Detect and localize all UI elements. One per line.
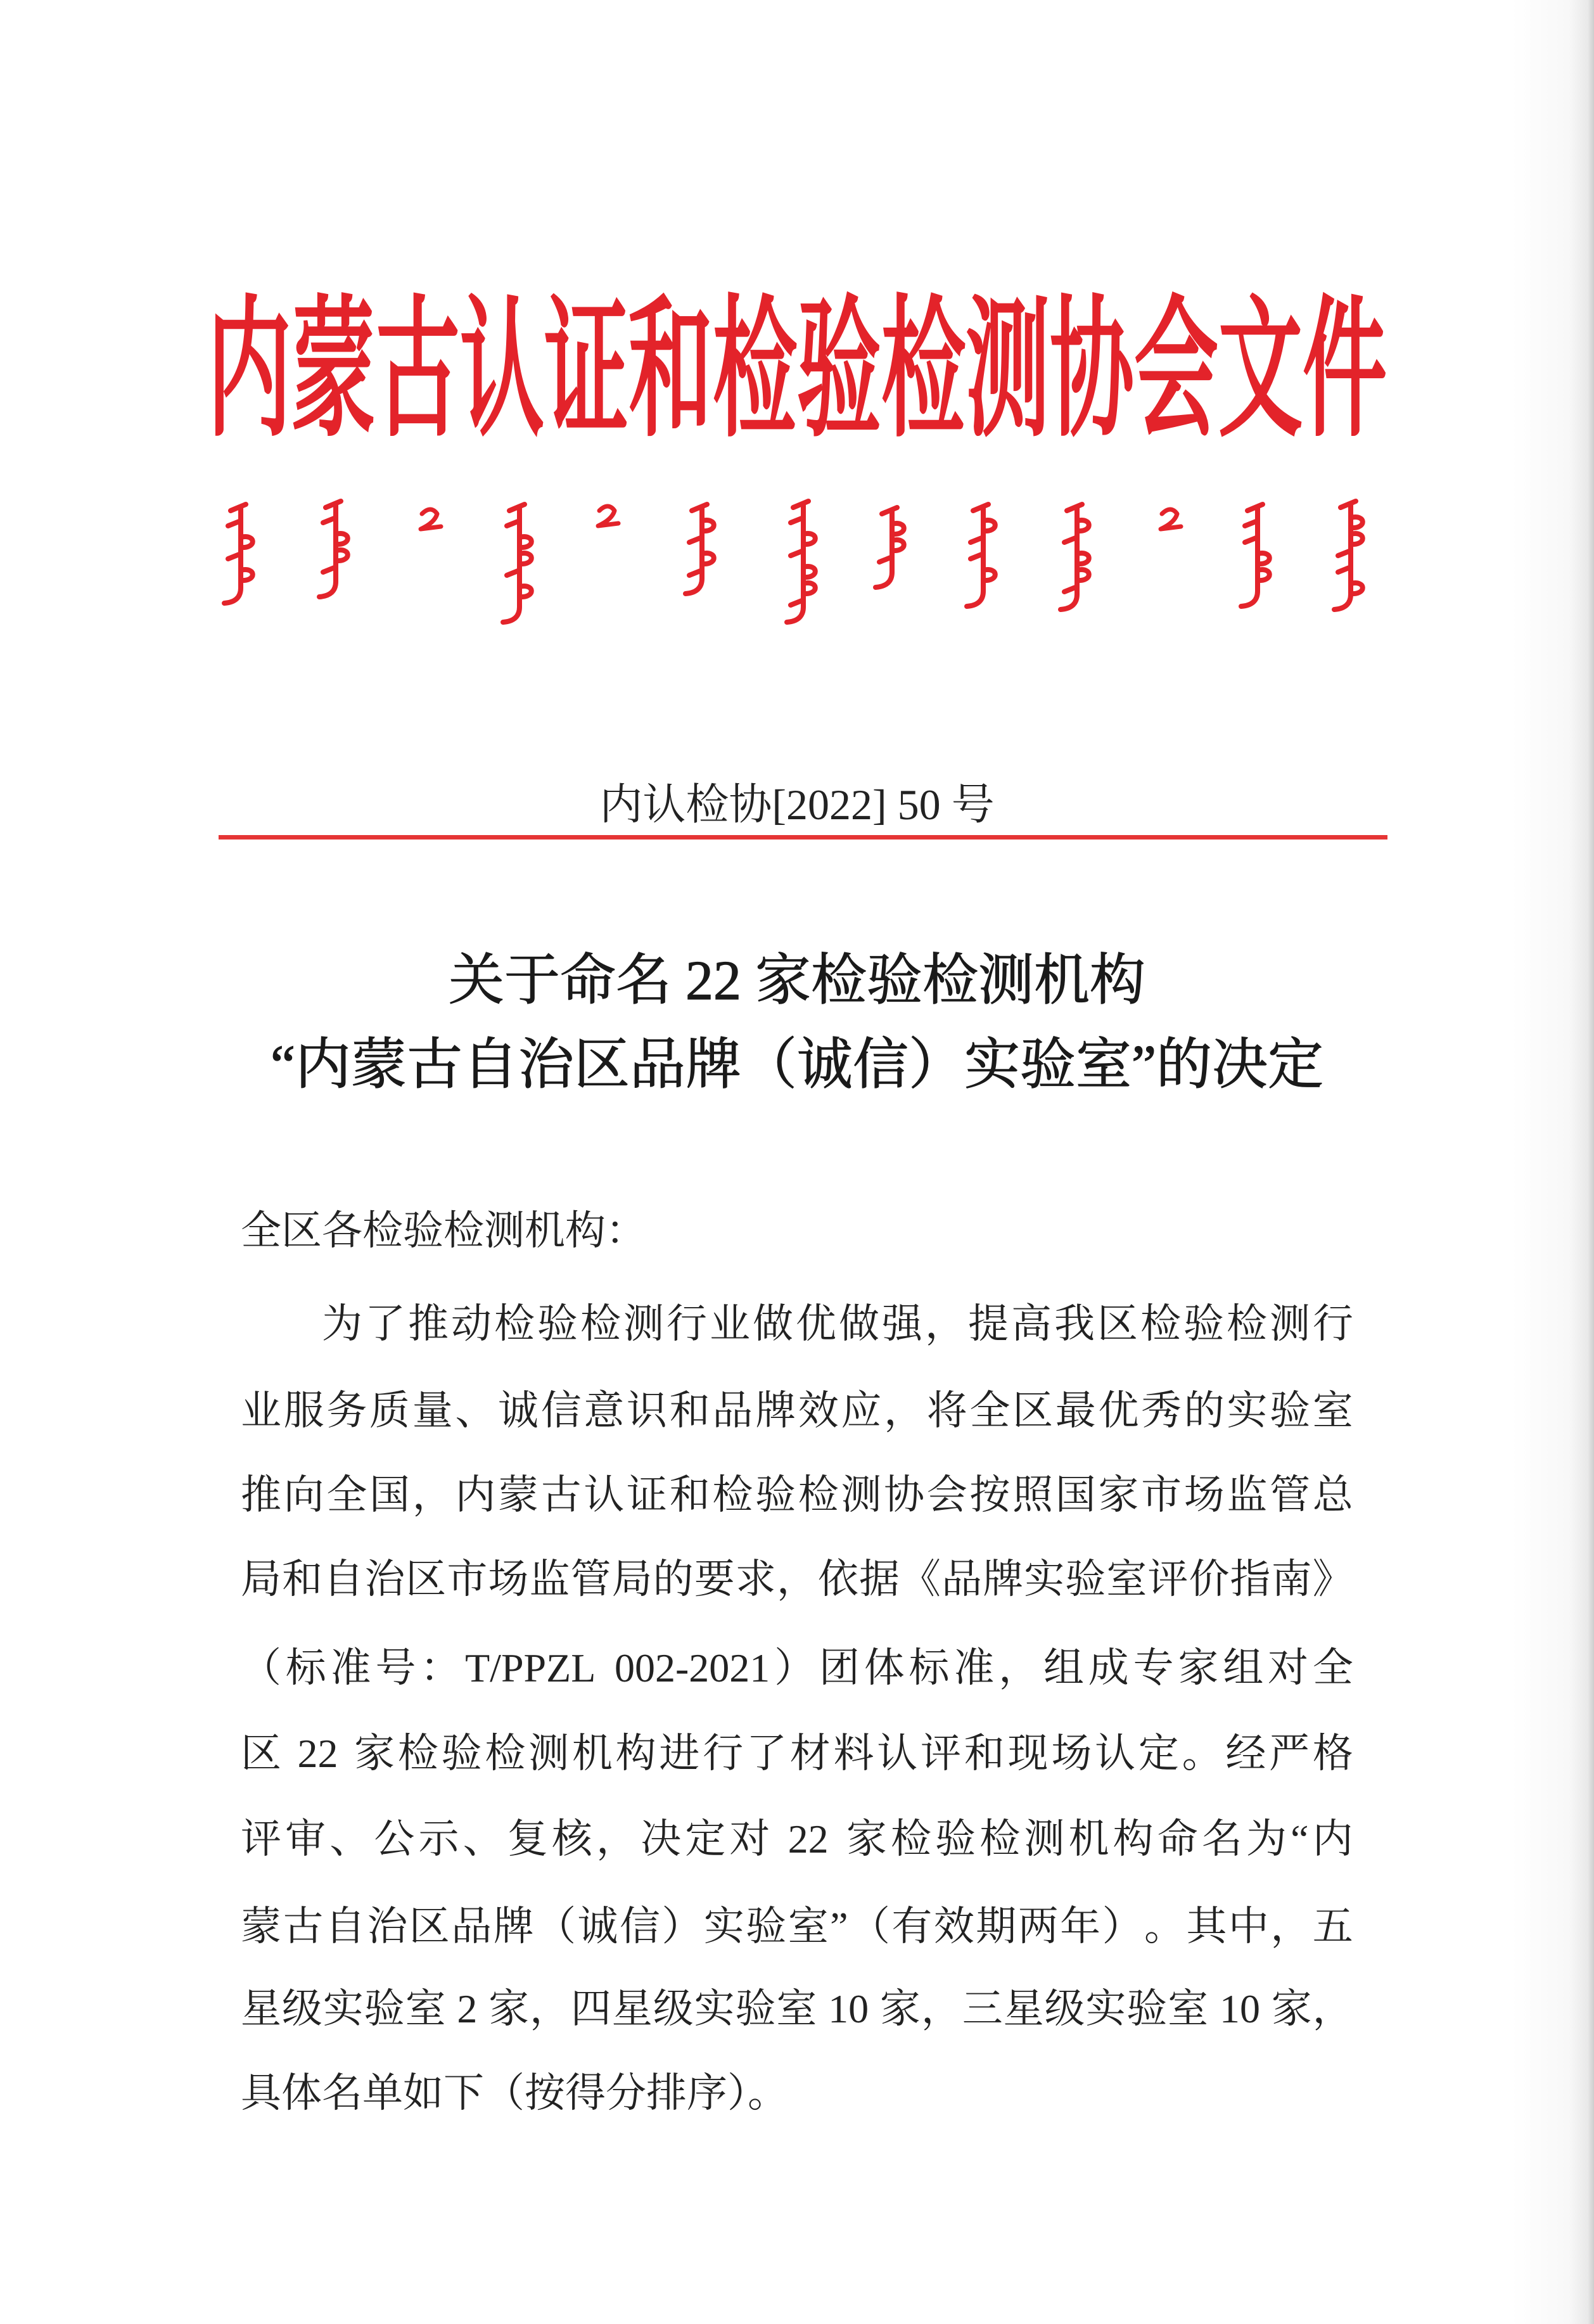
text-glyph: （ — [849, 1904, 890, 1949]
text-glyph: 了 — [365, 1301, 405, 1346]
text-glyph: 室 — [1168, 1986, 1209, 2031]
mongolian-glyph — [224, 504, 253, 603]
text-glyph: 名 — [1201, 1816, 1242, 1861]
text-glyph: 测 — [1270, 1301, 1310, 1346]
text-glyph: 信 — [540, 1388, 582, 1433]
text-glyph: 牌 — [755, 1388, 796, 1433]
text-glyph: 核 — [551, 1816, 592, 1861]
text-glyph: 认 — [1095, 1731, 1136, 1776]
text-glyph: 场 — [1051, 1731, 1092, 1776]
text-glyph: 业 — [710, 1301, 750, 1346]
text-glyph: 证 — [627, 1472, 668, 1517]
text-glyph: 古 — [540, 1472, 582, 1517]
text-glyph: 将 — [926, 1388, 967, 1433]
text-glyph: 应 — [841, 1388, 882, 1433]
text-glyph: 评 — [241, 1816, 281, 1861]
text-glyph: 国 — [1055, 1472, 1096, 1517]
text-glyph: 测 — [1024, 1816, 1065, 1861]
body-line — [241, 1906, 1353, 1947]
text-glyph: 级 — [653, 1986, 694, 2031]
text-glyph: 验 — [935, 1816, 976, 1861]
text-glyph: 按 — [969, 1472, 1011, 1517]
text-glyph: 区 — [241, 1731, 281, 1776]
text-glyph: 最 — [1055, 1388, 1096, 1433]
text-glyph: 实 — [322, 1986, 364, 2031]
text-glyph: （ — [535, 1904, 577, 1949]
mongolian-glyph — [876, 508, 904, 587]
text-glyph: 期 — [976, 1904, 1017, 1949]
text-glyph: 检 — [397, 1731, 438, 1776]
text-glyph: 验 — [441, 1731, 482, 1776]
text-glyph: 验 — [1183, 1301, 1224, 1346]
text-glyph: 量 — [412, 1388, 453, 1433]
text-glyph: 定 — [1138, 1731, 1179, 1776]
text-glyph: 准 — [953, 1645, 995, 1690]
text-glyph: 检 — [1140, 1301, 1181, 1346]
body-line — [241, 1986, 1353, 2031]
text-glyph: 家 — [1178, 1645, 1219, 1690]
text-glyph: 做 — [839, 1301, 879, 1346]
text-glyph: 构 — [615, 1731, 656, 1776]
text-glyph: ） — [774, 1645, 815, 1690]
text-glyph: 两 — [1017, 1904, 1059, 1949]
text-glyph: 家 — [1098, 1472, 1139, 1517]
text-glyph: ， — [530, 1986, 571, 2031]
text-glyph: 构 — [1113, 1816, 1154, 1861]
text-glyph: 团 — [819, 1645, 860, 1690]
text-glyph: 推 — [408, 1301, 449, 1346]
text-glyph: 家 — [1271, 1986, 1312, 2031]
text-glyph: ， — [921, 1986, 962, 2031]
text-glyph: 我 — [1054, 1301, 1095, 1346]
text-glyph: 检 — [891, 1816, 931, 1861]
text-glyph: 高 — [1011, 1301, 1052, 1346]
mongolian-glyph — [967, 504, 995, 606]
text-glyph: 22 — [787, 1816, 829, 1861]
text-glyph: 中 — [1228, 1904, 1269, 1949]
text-glyph: 了 — [746, 1731, 787, 1776]
text-glyph: 验 — [746, 1904, 787, 1949]
text-glyph: 区 — [1097, 1301, 1138, 1346]
text-glyph: 机 — [571, 1731, 613, 1776]
text-glyph: 22 — [297, 1731, 338, 1776]
text-glyph: 价 — [1189, 1557, 1230, 1602]
document-title-line-2: “内蒙古自治区品牌（诚信）实验室”的决定 — [270, 1035, 1324, 1096]
text-glyph: 局 — [611, 1557, 653, 1602]
text-glyph — [284, 1733, 295, 1774]
text-glyph: 会 — [926, 1472, 967, 1517]
text-glyph: 2 — [457, 1986, 478, 2031]
text-glyph: 家 — [354, 1731, 395, 1776]
text-glyph: 实 — [1024, 1557, 1065, 1602]
text-glyph: 格 — [1312, 1731, 1353, 1776]
text-glyph — [600, 1648, 610, 1689]
text-glyph: 、 — [329, 1816, 371, 1861]
text-glyph: 测 — [623, 1301, 664, 1346]
text-glyph — [869, 1989, 879, 2029]
text-glyph: 局 — [241, 1557, 281, 1602]
text-glyph: 求 — [735, 1557, 776, 1602]
text-glyph: 验 — [1126, 1986, 1168, 2031]
text-glyph: 认 — [877, 1731, 918, 1776]
text-glyph: 、 — [455, 1388, 496, 1433]
text-glyph: 行 — [703, 1731, 744, 1776]
text-glyph — [817, 1989, 827, 2029]
text-glyph: 为 — [1246, 1816, 1287, 1861]
text-glyph: 室 — [1312, 1388, 1353, 1433]
text-glyph: 10 — [828, 1986, 869, 2031]
text-glyph: ） — [1102, 1904, 1143, 1949]
text-glyph: 务 — [326, 1388, 367, 1433]
text-glyph: 场 — [488, 1557, 529, 1602]
text-glyph: 优 — [1098, 1388, 1139, 1433]
text-glyph: 验 — [537, 1301, 578, 1346]
text-glyph — [832, 1819, 843, 1860]
text-glyph: 检 — [485, 1731, 526, 1776]
text-glyph: 推 — [241, 1472, 281, 1517]
text-glyph: 全 — [969, 1388, 1011, 1433]
text-glyph: ， — [776, 1557, 817, 1602]
mongolian-glyph — [1241, 504, 1270, 606]
text-glyph: 向 — [283, 1472, 324, 1517]
text-glyph — [446, 1989, 456, 2029]
body-line-last: 具体名单如下（按得分排序）。 — [241, 2071, 788, 2116]
text-glyph: 市 — [447, 1557, 488, 1602]
text-glyph: 治 — [367, 1904, 408, 1949]
text-glyph: 市 — [1141, 1472, 1182, 1517]
text-glyph: ） — [661, 1904, 703, 1949]
text-glyph: 标 — [909, 1645, 950, 1690]
text-glyph: 秀 — [1141, 1388, 1182, 1433]
text-glyph: 审 — [285, 1816, 326, 1861]
text-glyph: 体 — [864, 1645, 905, 1690]
text-glyph: 识 — [627, 1388, 668, 1433]
text-glyph: 组 — [1223, 1645, 1264, 1690]
text-glyph: ， — [925, 1301, 966, 1346]
text-glyph: 品 — [941, 1557, 983, 1602]
text-glyph: 强 — [882, 1301, 922, 1346]
text-glyph: 认 — [583, 1472, 625, 1517]
text-glyph: 标 — [285, 1645, 326, 1690]
text-glyph: 质 — [369, 1388, 411, 1433]
text-glyph: 号 — [375, 1645, 416, 1690]
mongolian-glyph — [319, 501, 348, 597]
text-glyph: 家 — [488, 1986, 530, 2031]
text-glyph: 实 — [1227, 1388, 1268, 1433]
text-glyph: ” — [830, 1904, 848, 1949]
red-divider-line — [219, 835, 1387, 840]
text-glyph: 牌 — [983, 1557, 1024, 1602]
text-glyph: 和 — [669, 1388, 710, 1433]
mongolian-glyph — [1161, 509, 1181, 529]
text-glyph: 检 — [1227, 1301, 1267, 1346]
text-glyph: ， — [884, 1388, 925, 1433]
text-glyph: 实 — [694, 1986, 735, 2031]
mongolian-script-letterhead-icon — [0, 494, 1594, 634]
text-glyph: 实 — [703, 1904, 744, 1949]
text-glyph: 决 — [641, 1816, 682, 1861]
text-glyph: 验 — [1270, 1388, 1311, 1433]
text-glyph: 家 — [879, 1986, 921, 2031]
text-glyph: 验 — [1065, 1557, 1106, 1602]
text-glyph: 检 — [494, 1301, 535, 1346]
salutation: 全区各检验检测机构： — [241, 1208, 646, 1253]
text-glyph: 做 — [753, 1301, 793, 1346]
text-glyph: 星 — [611, 1986, 653, 2031]
text-glyph: 示 — [418, 1816, 459, 1861]
text-glyph: 古 — [283, 1904, 324, 1949]
text-glyph: 组 — [1043, 1645, 1084, 1690]
text-glyph: 《 — [900, 1557, 941, 1602]
text-glyph: 诚 — [498, 1388, 539, 1433]
text-glyph: 要 — [694, 1557, 735, 1602]
text-glyph: 优 — [796, 1301, 836, 1346]
text-glyph: 准 — [330, 1645, 371, 1690]
text-glyph: ， — [998, 1645, 1040, 1690]
mongolian-glyph — [503, 504, 532, 622]
text-glyph: 级 — [281, 1986, 322, 2031]
text-glyph — [1261, 1989, 1271, 2029]
text-glyph: 信 — [619, 1904, 660, 1949]
text-glyph: 对 — [1268, 1645, 1308, 1690]
text-glyph: 牌 — [493, 1904, 534, 1949]
text-glyph: T/PPZL — [465, 1645, 596, 1690]
text-glyph: 进 — [659, 1731, 700, 1776]
text-glyph: 蒙 — [241, 1904, 281, 1949]
text-glyph: 和 — [964, 1731, 1005, 1776]
text-glyph: 三 — [962, 1986, 1003, 2031]
text-glyph: 自 — [324, 1904, 366, 1949]
text-glyph: 五 — [1312, 1904, 1353, 1949]
text-glyph: 室 — [787, 1904, 829, 1949]
text-glyph: 的 — [653, 1557, 694, 1602]
text-glyph: 材 — [789, 1731, 831, 1776]
document-number: 内认检协[2022] 50 号 — [599, 781, 995, 829]
mongolian-glyph — [685, 504, 714, 594]
mongolian-glyph — [787, 501, 815, 622]
text-glyph: 检 — [798, 1472, 839, 1517]
mongolian-glyph — [421, 509, 441, 529]
text-glyph: 验 — [755, 1472, 796, 1517]
letterhead-title: 内蒙古认证和检验检测协会文件 — [207, 286, 1387, 455]
text-glyph: 内 — [455, 1472, 496, 1517]
text-glyph: 室 — [776, 1986, 817, 2031]
text-glyph: 和 — [282, 1557, 323, 1602]
text-glyph: 国 — [369, 1472, 411, 1517]
text-glyph: 成 — [1088, 1645, 1129, 1690]
text-glyph: 管 — [1270, 1472, 1311, 1517]
text-glyph: 测 — [841, 1472, 882, 1517]
text-glyph: 对 — [729, 1816, 770, 1861]
document-title-line-1: 关于命名 22 家检验检测机构 — [448, 950, 1145, 1012]
text-glyph: 经 — [1225, 1731, 1266, 1776]
text-glyph: 验 — [364, 1986, 405, 2031]
text-glyph: 自 — [323, 1557, 364, 1602]
text-glyph: 星 — [241, 1986, 281, 2031]
text-glyph — [774, 1819, 784, 1860]
text-glyph: 有 — [891, 1904, 933, 1949]
text-glyph: 效 — [933, 1904, 974, 1949]
text-glyph: 监 — [529, 1557, 570, 1602]
text-glyph: 服 — [283, 1388, 324, 1433]
text-glyph: 区 — [1012, 1388, 1054, 1433]
text-glyph: 治 — [364, 1557, 405, 1602]
text-glyph: 。 — [1182, 1731, 1223, 1776]
text-glyph: ， — [596, 1816, 637, 1861]
text-glyph: 为 — [322, 1301, 362, 1346]
text-glyph: 品 — [712, 1388, 753, 1433]
text-glyph: 定 — [685, 1816, 726, 1861]
mongolian-glyph — [598, 506, 618, 526]
text-glyph: 002-2021 — [614, 1645, 770, 1690]
body-line — [322, 1301, 1353, 1346]
text-glyph — [341, 1733, 351, 1774]
text-glyph: 评 — [921, 1731, 962, 1776]
text-glyph: 的 — [1183, 1388, 1225, 1433]
text-glyph: ， — [412, 1472, 453, 1517]
text-glyph: 动 — [451, 1301, 492, 1346]
text-glyph: 室 — [1106, 1557, 1147, 1602]
body-line — [241, 1816, 1353, 1861]
text-glyph: 指 — [1230, 1557, 1271, 1602]
text-glyph: 公 — [374, 1816, 415, 1861]
body-line — [241, 1559, 1353, 1600]
text-glyph: 品 — [451, 1904, 492, 1949]
text-glyph: 蒙 — [498, 1472, 539, 1517]
text-glyph: 协 — [884, 1472, 925, 1517]
body-line — [241, 1472, 1353, 1517]
text-glyph: 内 — [1312, 1816, 1353, 1861]
text-glyph: 其 — [1186, 1904, 1227, 1949]
text-glyph: 全 — [326, 1472, 367, 1517]
text-glyph: 和 — [669, 1472, 710, 1517]
text-glyph: 总 — [1312, 1472, 1353, 1517]
text-glyph: 检 — [580, 1301, 621, 1346]
body-line — [241, 1733, 1353, 1774]
text-glyph: 料 — [833, 1731, 874, 1776]
text-glyph: 四 — [570, 1986, 611, 2031]
text-glyph: 、 — [462, 1816, 504, 1861]
text-glyph: 星 — [1003, 1986, 1044, 2031]
text-glyph: 验 — [735, 1986, 776, 2031]
text-glyph: 严 — [1269, 1731, 1310, 1776]
text-glyph: ， — [1270, 1904, 1311, 1949]
text-glyph: 评 — [1147, 1557, 1189, 1602]
mongolian-glyph — [1061, 504, 1089, 610]
text-glyph: 场 — [1183, 1472, 1225, 1517]
text-glyph: 区 — [409, 1904, 450, 1949]
text-glyph: 年 — [1060, 1904, 1101, 1949]
text-glyph: 级 — [1044, 1986, 1085, 2031]
text-glyph: （ — [241, 1645, 281, 1690]
text-glyph: 南 — [1271, 1557, 1312, 1602]
text-glyph: 。 — [1144, 1904, 1185, 1949]
text-glyph: 管 — [570, 1557, 611, 1602]
text-glyph: 照 — [1012, 1472, 1054, 1517]
text-glyph: 据 — [858, 1557, 900, 1602]
text-glyph: 家 — [846, 1816, 887, 1861]
text-glyph: ： — [420, 1645, 461, 1690]
text-glyph — [478, 1989, 488, 2029]
mongolian-glyph — [1334, 501, 1363, 610]
text-glyph: 提 — [968, 1301, 1009, 1346]
text-glyph: 现 — [1007, 1731, 1049, 1776]
text-glyph: 命 — [1157, 1816, 1198, 1861]
text-glyph: 检 — [712, 1472, 753, 1517]
body-line — [241, 1645, 1353, 1690]
text-glyph: 测 — [528, 1731, 570, 1776]
text-glyph: 业 — [241, 1388, 281, 1433]
text-glyph: 实 — [1085, 1986, 1126, 2031]
text-glyph: 行 — [1313, 1301, 1353, 1346]
text-glyph: 10 — [1219, 1986, 1260, 2031]
text-glyph: 室 — [405, 1986, 446, 2031]
text-glyph: 》 — [1312, 1557, 1353, 1602]
text-glyph: 行 — [666, 1301, 707, 1346]
body-line — [241, 1388, 1353, 1433]
text-glyph: 复 — [507, 1816, 548, 1861]
text-glyph: 效 — [798, 1388, 839, 1433]
text-glyph: 全 — [1312, 1645, 1353, 1690]
text-glyph: “ — [1291, 1816, 1309, 1861]
text-glyph: 检 — [979, 1816, 1021, 1861]
text-glyph: ， — [1312, 1986, 1353, 2031]
text-glyph: 监 — [1227, 1472, 1268, 1517]
text-glyph: 意 — [583, 1388, 625, 1433]
text-glyph: 区 — [405, 1557, 447, 1602]
text-glyph — [1209, 1989, 1219, 2029]
text-glyph: 专 — [1133, 1645, 1174, 1690]
text-glyph: 机 — [1068, 1816, 1109, 1861]
text-glyph: 诚 — [577, 1904, 618, 1949]
text-glyph: 依 — [817, 1557, 858, 1602]
